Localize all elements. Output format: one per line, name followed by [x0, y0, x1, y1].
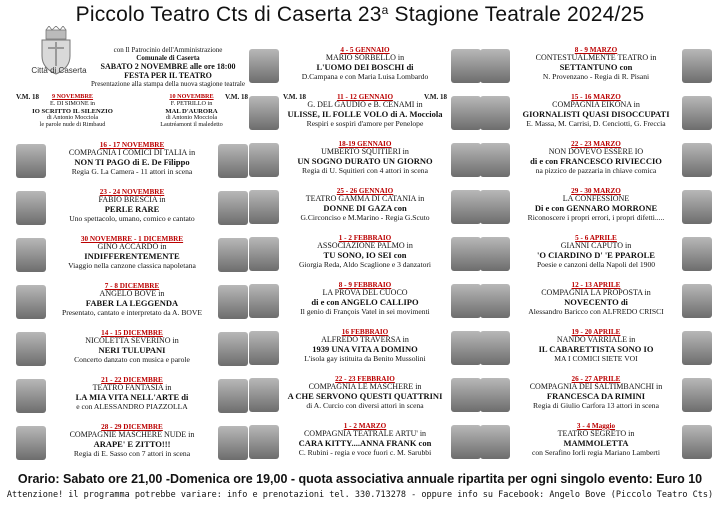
event-line: di Antonio Mocciola [46, 114, 99, 122]
event-show: NERI TULUPANI [98, 345, 166, 356]
performer-photo [16, 332, 46, 366]
event-text [511, 93, 681, 128]
event-line: F. PETRILLO in [170, 99, 213, 107]
page-title [0, 3, 720, 27]
event-sub: N. Provenzano - Regia di R. Pisani [542, 71, 650, 81]
event-line: MAL D'AURORA [165, 107, 218, 115]
event-date: 18-19 GENNAIO [338, 140, 392, 148]
event-show: ARAPE' E ZITTO!!! [93, 439, 171, 450]
performer-photo [682, 190, 712, 224]
performer-photo [682, 143, 712, 177]
event-date: 25 - 26 GENNAIO [336, 187, 394, 195]
event-title: GINO ACCARDO in [97, 242, 167, 252]
performer-photo [218, 332, 248, 366]
event-sub: Concerto danzato con musica e parole [74, 354, 190, 364]
event-title: UMBERTO SQUITIERI in [321, 147, 409, 157]
event-title: NANDO VARRIALE in [556, 335, 636, 345]
event-date: 22 - 23 FEBBRAIO [335, 375, 395, 383]
event-date: 16 FEBBRAIO [341, 328, 389, 336]
event-show: IL CABARETTISTA SONO IO [538, 344, 654, 355]
performer-photo [682, 284, 712, 318]
event-sub: Il genio di François Vatel in sei movimenti [300, 306, 430, 316]
event-cell [478, 281, 714, 321]
event-title: G. DEL GAUDIO e B. CENAMI in [307, 100, 423, 110]
event-show: CARA KITTY....ANNA FRANK con [298, 438, 432, 449]
event-date: 15 - 16 MARZO [571, 93, 621, 101]
event-title: ASSOCIAZIONE PALMO in [317, 241, 413, 251]
event-show: L'UOMO DEI BOSCHI di [316, 62, 414, 73]
event-sub: Uno spettacolo, umano, comico e cantato [69, 213, 195, 223]
event-sub: Presentato, cantato e interpretato da A. BOVE [61, 307, 203, 317]
event-sub: D.Campana e con Maria Luisa Lombardo [301, 71, 429, 81]
event-cell [14, 423, 250, 463]
event-title: COMPAGNIA I COMICI DI TALIA in [68, 148, 196, 158]
performer-photo [480, 378, 510, 412]
event-sub: MA I COMICI SIETE VOI [554, 353, 638, 363]
event-show: UN SOGNO DURATO UN GIORNO [297, 156, 433, 167]
event-sub: C. Rubini - regia e voce fuori c. M. Sarubbi [298, 447, 432, 457]
performer-photo [480, 237, 510, 271]
performer-photo [451, 49, 481, 83]
event-cell [478, 140, 714, 180]
event-half [133, 94, 250, 134]
event-title: TEATRO SEGRETO in [557, 429, 635, 439]
event-cell [14, 141, 250, 181]
event-cell [478, 422, 714, 462]
performer-photo [451, 378, 481, 412]
event-date: 1 - 2 FEBBRAIO [338, 234, 392, 242]
event-title: MARIO SORBELLO in [325, 53, 405, 63]
performer-photo [682, 96, 712, 130]
title-main: Piccolo Teatro Cts di Caserta 23 [75, 3, 382, 26]
event-cell [247, 422, 483, 462]
event-sub: Regia di Giulio Carfora 13 attori in scena [533, 400, 659, 410]
event-text [280, 422, 450, 457]
event-text [47, 376, 217, 411]
event-show: NOVECENTO di [564, 297, 628, 308]
event-cell [247, 93, 483, 133]
performer-photo [16, 426, 46, 460]
age-rating: V.M. 18 [16, 93, 40, 101]
event-show: MAMMOLETTA [563, 438, 629, 449]
performer-photo [682, 237, 712, 271]
performer-photo [249, 143, 279, 177]
performer-photo [218, 191, 248, 225]
event-sub: di A. Curcio con diversi attori in scena [306, 400, 424, 410]
event-date: 22 - 23 MARZO [571, 140, 621, 148]
event-date: 8 - 9 MARZO [574, 46, 618, 54]
event-sub: Alessandro Baricco con ALFREDO CRISCI [528, 306, 664, 316]
performer-photo [249, 284, 279, 318]
patronage-line-2: Comunale di Caserta [136, 54, 200, 63]
title-rest: Stagione Teatrale 2024/25 [388, 3, 645, 26]
performer-photo [218, 379, 248, 413]
event-show: FRANCESCA DA RIMINI [546, 391, 646, 402]
event-text [280, 187, 450, 222]
event-sub: Poesie e canzoni della Napoli del 1900 [536, 259, 656, 269]
event-date: 16 - 17 NOVEMBRE [99, 141, 165, 149]
event-sub: Riconoscere i propri errori, i propri difetti..... [527, 212, 665, 222]
event-cell [247, 375, 483, 415]
event-show: 1939 UNA VITA A DOMINO [312, 344, 418, 355]
event-text [47, 282, 217, 317]
event-show: Di e con GENNARO MORRONE [534, 203, 658, 214]
performer-photo [682, 49, 712, 83]
opening-title: FESTA PER IL TEATRO [124, 71, 212, 81]
event-date: 5 - 6 APRILE [575, 234, 617, 242]
event-sub: Viaggio nella canzone classica napoletana [68, 260, 196, 270]
event-cell [14, 94, 250, 134]
footer-info: Attenzione! il programma potrebbe variare: info e prenotazioni tel. 330.713278 - oppure info su Facebook: Angelo Bove (Piccolo Teatro Cts) [6, 490, 714, 500]
performer-photo [451, 143, 481, 177]
event-text [280, 46, 450, 81]
event-date: 19 - 20 APRILE [571, 328, 621, 336]
event-show: INDIFFERENTEMENTE [84, 251, 180, 262]
performer-photo [480, 96, 510, 130]
event-line: IO SCRITTO IL SILENZIO [32, 107, 113, 115]
performer-photo [451, 96, 481, 130]
event-show: TU SONO, IO SEI con [323, 250, 407, 261]
opening-sub: Presentazione alla stampa della nuova stagione teatrale [91, 80, 245, 89]
event-date: 30 NOVEMBRE - 1 DICEMBRE [80, 235, 184, 243]
event-title: FABIO BRESCIA in [98, 195, 166, 205]
event-text [47, 235, 217, 270]
event-date: 26 - 27 APRILE [571, 375, 621, 383]
event-sub: e con ALESSANDRO PIAZZOLLA [76, 401, 188, 411]
event-text [280, 328, 450, 363]
event-sub: na pizzico de pazzaria in chiave comica [535, 165, 657, 175]
event-date: 9 NOVEMBRE [51, 93, 94, 100]
footer-schedule: Orario: Sabato ore 21,00 -Domenica ore 19,00 - quota associativa annuale ripartita per ogni singolo evento: Euro 10 [17, 472, 703, 486]
event-text [511, 234, 681, 269]
performer-photo [480, 425, 510, 459]
event-text [47, 141, 217, 176]
event-date: 11 - 12 GENNAIO [336, 93, 394, 101]
event-line: di Antonio Mocciola [165, 114, 218, 122]
event-date: 21 - 22 DICEMBRE [101, 376, 163, 384]
event-text [280, 375, 450, 410]
event-title: LA PROVA DEL CUOCO [322, 288, 408, 298]
patronage-line: con Il Patrocinio dell'Amministrazione [113, 46, 223, 54]
opening-date: SABATO 2 NOVEMBRE alle ore 18:00 [100, 62, 236, 72]
event-show: GIORNALISTI QUASI DISOCCUPATI [522, 109, 670, 120]
event-cell [478, 328, 714, 368]
event-show: di e con FRANCESCO RIVIECCIO [530, 156, 662, 167]
event-show: FABER LA LEGGENDA [85, 298, 179, 309]
event-text [511, 187, 681, 222]
event-cell [247, 187, 483, 227]
performer-photo [451, 425, 481, 459]
event-date: 8 - 9 FEBBRAIO [338, 281, 392, 289]
event-sub: G.Circonciso e M.Marino - Regia G.Scuto [300, 212, 430, 222]
event-title: COMPAGNIA LA PROPOSTA in [541, 288, 651, 298]
event-text [511, 422, 681, 457]
title-sup: a [381, 3, 389, 17]
event-date: 12 - 13 APRILE [571, 281, 621, 289]
performer-photo [249, 237, 279, 271]
event-sub: Respiri e sospiri d'amore per Penelope [306, 118, 424, 128]
performer-photo [249, 49, 279, 83]
event-cell [478, 187, 714, 227]
event-show: ULISSE, IL FOLLE VOLO di A. Mocciola [287, 109, 443, 120]
event-line: E. DI SIMONE in [49, 99, 96, 107]
age-rating: V.M. 18 [283, 93, 307, 101]
event-text [280, 234, 450, 269]
event-cell [247, 281, 483, 321]
performer-photo [16, 238, 46, 272]
performer-photo [480, 284, 510, 318]
performer-photo [480, 190, 510, 224]
event-cell [247, 328, 483, 368]
event-date: 10 NOVEMBRE [169, 93, 214, 100]
event-cell [14, 235, 250, 275]
event-title: CONTESTUALMENTE TEATRO in [535, 53, 657, 63]
event-half [14, 94, 131, 134]
event-cell [14, 282, 250, 322]
performer-photo [682, 331, 712, 365]
performer-photo [480, 143, 510, 177]
performer-photo [218, 426, 248, 460]
event-date: 4 - 5 GENNAIO [340, 46, 390, 54]
event-title: NICOLETTA SEVERINO in [85, 336, 179, 346]
event-date: 28 - 29 DICEMBRE [101, 423, 163, 431]
event-show: di e con ANGELO CALLIPO [311, 297, 419, 308]
event-date: 3 - 4 Maggio [576, 422, 616, 430]
event-title: TEATRO GAMMA DI CATANIA in [305, 194, 425, 204]
event-text [280, 281, 450, 316]
event-show: DONNE DI GAZA con [323, 203, 407, 214]
event-date: 1 - 2 MARZO [343, 422, 387, 430]
event-title: COMPAGNIE MASCHERE NUDE in [69, 430, 195, 440]
performer-photo [16, 285, 46, 319]
event-text [280, 140, 450, 175]
event-cell [247, 46, 483, 86]
event-text [47, 329, 217, 364]
event-title: TEATRO FANTASIA in [92, 383, 172, 393]
event-sub: L'isola gay istituita da Benito Mussolini [304, 353, 426, 363]
performer-photo [249, 425, 279, 459]
event-sub: Regia di U. Squitieri con 4 attori in scena [302, 165, 428, 175]
event-date: 23 - 24 NOVEMBRE [99, 188, 165, 196]
event-date: 14 - 15 DICEMBRE [101, 329, 163, 337]
event-cell [247, 140, 483, 180]
performer-photo [249, 190, 279, 224]
performer-photo [218, 144, 248, 178]
event-title: COMPAGNIA TEATRALE ARTU' in [303, 429, 427, 439]
event-title: GIANNI CAPUTO in [560, 241, 632, 251]
performer-photo [16, 379, 46, 413]
performer-photo [249, 331, 279, 365]
performer-photo [451, 331, 481, 365]
performer-photo [218, 238, 248, 272]
performer-photo [682, 378, 712, 412]
performer-photo [16, 191, 46, 225]
event-sub: E. Massa, M. Carrisi, D. Cenciotti, G. Freccia [526, 118, 666, 128]
performer-photo [451, 284, 481, 318]
event-text [511, 328, 681, 363]
performer-photo [451, 190, 481, 224]
event-line: le parole nude di Rimbaud [39, 121, 106, 129]
event-title: COMPAGNIA LE MASCHERE in [308, 382, 422, 392]
event-show: PERLE RARE [104, 204, 160, 215]
event-date: 29 - 30 MARZO [571, 187, 621, 195]
performer-photo [249, 378, 279, 412]
event-text [47, 188, 217, 223]
event-sub: Regia G. La Camera - 11 attori in scena [71, 166, 193, 176]
event-text [47, 423, 217, 458]
event-show: SETTANTUNO con [559, 62, 633, 73]
event-cell [478, 46, 714, 86]
event-sub: Giorgia Reda, Aldo Scaglione e 3 danzatori [298, 259, 432, 269]
event-text [511, 375, 681, 410]
event-cell [478, 234, 714, 274]
event-date: 7 - 8 DICEMBRE [104, 282, 160, 290]
event-cell [14, 188, 250, 228]
opening-event [88, 46, 248, 89]
event-show: A CHE SERVONO QUESTI QUATTRINI [287, 391, 443, 402]
performer-photo [218, 285, 248, 319]
event-title: COMPAGNIA EIKONA in [552, 100, 640, 110]
event-show: LA MIA VITA NELL'ARTE di [75, 392, 189, 403]
event-show: NON TI PAGO di E. De Filippo [74, 157, 190, 168]
logo-caption: Città di Caserta [31, 66, 87, 75]
event-text [511, 46, 681, 81]
event-sub: Regia di E. Sasso con 7 attori in scena [73, 448, 191, 458]
performer-photo [480, 49, 510, 83]
event-cell [478, 93, 714, 133]
event-cell [14, 329, 250, 369]
performer-photo [16, 144, 46, 178]
performer-photo [249, 96, 279, 130]
event-title: COMPAGNIA DEI SALTIMBANCHI in [529, 382, 663, 392]
event-sub: con Serafino Iorli regia Mariano Lamberti [532, 447, 660, 457]
event-title: ALFREDO TRAVERSA in [321, 335, 409, 345]
event-cell [14, 376, 250, 416]
event-line: Lautréamont il maledetto [160, 121, 223, 129]
performer-photo [451, 237, 481, 271]
event-title: ANGELO BOVE in [99, 289, 165, 299]
age-rating: V.M. 18 [224, 93, 248, 101]
event-show: 'O CIARDINO D' 'E PPAROLE [537, 250, 655, 261]
event-text [511, 281, 681, 316]
performer-photo [682, 425, 712, 459]
event-title: LA CONFESSIONE [562, 194, 630, 204]
event-cell [247, 234, 483, 274]
event-text [280, 93, 450, 128]
event-text [511, 140, 681, 175]
age-rating: V.M. 18 [423, 93, 447, 101]
performer-photo [480, 331, 510, 365]
event-title: NON DOVEVO ESSERE IO [548, 147, 644, 157]
event-cell [478, 375, 714, 415]
